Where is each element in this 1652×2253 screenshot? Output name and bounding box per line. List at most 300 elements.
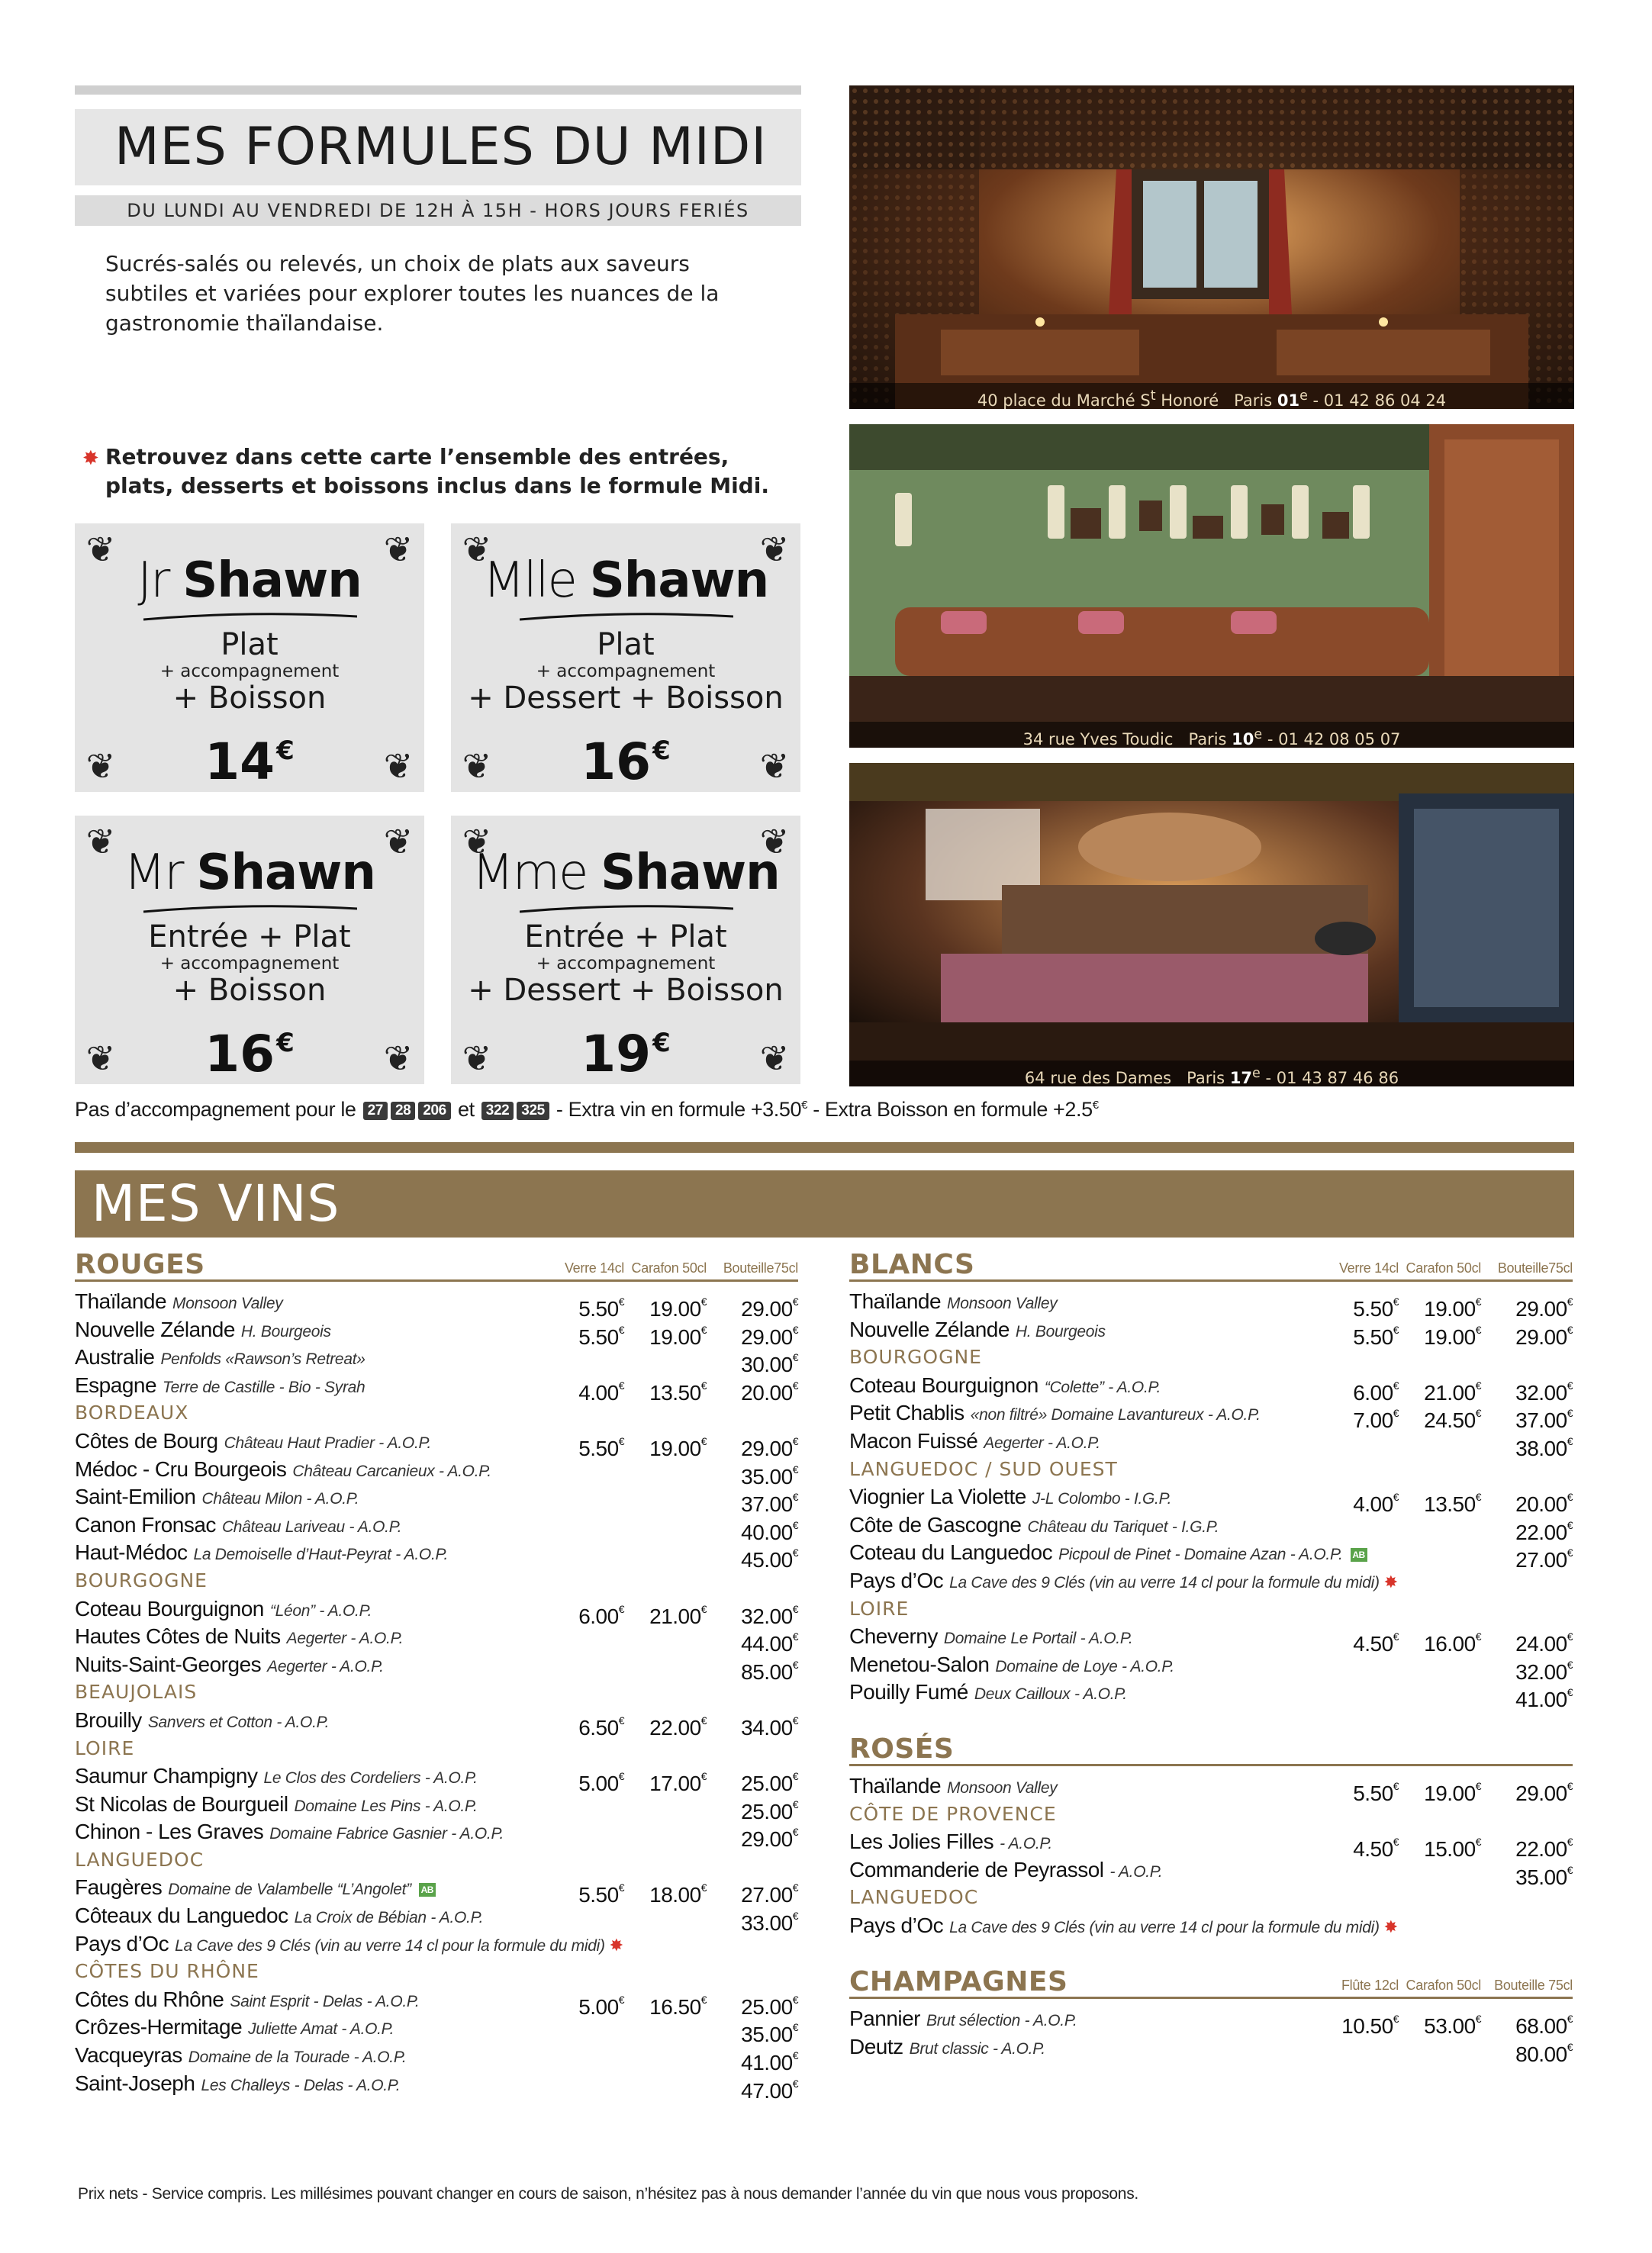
wine-row — [75, 1818, 798, 1852]
price-value: 22.00 — [1515, 1837, 1567, 1862]
wine-description: Deux Cailloux - A.O.P. — [974, 1685, 1127, 1704]
formule-price-value: 16 — [204, 1025, 275, 1083]
price-value: 20.00 — [741, 1380, 793, 1405]
wine-name-text: Cheverny — [849, 1624, 938, 1649]
wine-name — [849, 1651, 1174, 1681]
corner-ornament-icon: ❦ — [462, 822, 492, 861]
wine-name — [75, 1427, 431, 1457]
wine-row — [849, 1623, 1573, 1656]
wine-name-text: Côte de Gascogne — [849, 1512, 1022, 1537]
euro-sign: € — [700, 1714, 707, 1727]
wine-description: Brut classic - A.O.P. — [909, 2040, 1045, 2058]
wine-row — [849, 1828, 1573, 1862]
price-column-header: Verre 14cl — [1338, 1260, 1399, 1276]
euro-sign: € — [792, 1463, 798, 1476]
wine-row — [849, 1427, 1573, 1460]
wine-description: H. Bourgeois — [1015, 1322, 1106, 1341]
wine-column-left — [75, 1248, 798, 2103]
wine-row — [75, 1986, 798, 2019]
corner-ornament-icon: ❦ — [759, 1038, 790, 1078]
euro-sign: € — [618, 1602, 624, 1615]
wine-description: Château Haut Pradier - A.O.P. — [224, 1434, 432, 1452]
wine-region-label: BOURGOGNE — [849, 1346, 982, 1369]
wine-name-text: Saint-Emilion — [75, 1485, 196, 1509]
price-value: 5.50 — [578, 1324, 619, 1349]
euro-sign: € — [1475, 1379, 1481, 1392]
wine-price-p3 — [1481, 2033, 1573, 2068]
wine-description: La Cave des 9 Clés (vin au verre 14 cl pour la formule du midi) — [949, 1918, 1380, 1936]
wine-description: Domaine Les Pins - A.O.P. — [294, 1797, 478, 1815]
wine-row — [75, 1762, 798, 1796]
price-value: 20.00 — [1515, 1492, 1567, 1517]
euro-sign: € — [1567, 1323, 1573, 1336]
formule-name — [451, 549, 800, 611]
euro-sign: € — [792, 1993, 798, 2006]
wine-description: Picpoul de Pinet - Domaine Azan - A.O.P. — [1058, 1546, 1343, 1564]
wine-row — [849, 1567, 1573, 1595]
wine-description: “Léon” - A.O.P. — [269, 1601, 372, 1620]
euro-sign: € — [1567, 1295, 1573, 1308]
corner-ornament-icon: ❦ — [85, 1038, 116, 1078]
wine-name-text: Vacqueyras — [75, 2043, 182, 2068]
wine-row — [75, 1707, 798, 1740]
photo-arr-sup: e — [1254, 727, 1263, 742]
photo-phone: - 01 42 86 04 24 — [1307, 391, 1447, 409]
euro-sign: € — [792, 1323, 798, 1336]
wine-name — [849, 1399, 1261, 1429]
wine-name-text: Thaïlande — [849, 1289, 942, 1313]
price-value: 5.00 — [578, 1772, 619, 1796]
wine-row — [75, 1791, 798, 1823]
formule-price — [451, 1014, 800, 1083]
euro-sign: € — [1393, 1379, 1399, 1392]
price-column-header: Bouteille75cl — [1497, 1260, 1573, 1276]
price-value: 38.00 — [1515, 1436, 1567, 1460]
formule-accompagnement: + accompagnement — [159, 661, 340, 681]
formule-line-1: Entrée + Plat — [524, 919, 727, 954]
photo-address: 40 place du Marché S — [977, 391, 1151, 409]
euro-sign: € — [1475, 2013, 1481, 2026]
wine-name — [75, 1595, 372, 1625]
wine-name — [849, 1623, 1132, 1653]
photo-arr-sup: e — [1299, 388, 1308, 404]
price-value: 30.00 — [741, 1353, 793, 1377]
vins-title: MES VINS — [92, 1174, 340, 1233]
wine-name-text: St Nicolas de Bourgueil — [75, 1791, 288, 1816]
price-value: 5.50 — [578, 1297, 619, 1321]
formule-prefix: Mlle — [482, 552, 576, 609]
wine-name — [849, 1856, 1162, 1886]
euro-sign: € — [1475, 1407, 1481, 1420]
wine-description: Monsoon Valley — [947, 1295, 1058, 1312]
wine-name-text: Commanderie de Peyrassol — [849, 1857, 1104, 1881]
wine-description: Penfolds «Rawson’s Retreat» — [160, 1350, 366, 1369]
wine-name-text: Nouvelle Zélande — [849, 1317, 1010, 1341]
euro-sign: € — [700, 1602, 707, 1615]
wine-name-text: Pays d’Oc — [849, 1568, 944, 1592]
wine-description: La Croix de Bébian - A.O.P. — [294, 1909, 484, 1927]
wine-name-text: Coteau du Languedoc — [849, 1540, 1053, 1565]
wine-name-text: Pays d’Oc — [849, 1913, 944, 1937]
extras-wine: - Extra vin en formule +3.50 — [555, 1098, 802, 1121]
formule-accompagnement: + accompagnement — [536, 954, 716, 974]
wine-name — [75, 1902, 483, 1932]
wine-name — [849, 1483, 1171, 1513]
wine-row — [75, 1427, 798, 1460]
euro-sign: € — [1475, 1779, 1481, 1792]
wine-name-text: Thaïlande — [75, 1289, 167, 1313]
wine-section-champagnes — [849, 1965, 1573, 2067]
wine-row — [75, 1483, 798, 1517]
wine-name — [75, 1483, 359, 1513]
euro-sign: € — [1567, 2041, 1573, 2054]
wine-row — [849, 1678, 1573, 1712]
price-value: 19.00 — [1424, 1781, 1476, 1805]
wine-column-right — [849, 1248, 1573, 2067]
wine-name — [75, 1930, 623, 1960]
formule-line-1: Plat — [221, 627, 279, 662]
euro-sign: € — [700, 1770, 707, 1783]
price-value: 16.50 — [649, 1994, 701, 2019]
wine-description: Domaine de Valambelle “L’Angolet” — [168, 1881, 411, 1899]
wine-section-roses — [849, 1733, 1573, 1940]
price-value: 29.00 — [1515, 1781, 1567, 1805]
wine-description: Terre de Castille - Bio - Syrah — [163, 1378, 366, 1396]
euro-sign: € — [700, 1993, 707, 2006]
wine-name — [75, 1623, 403, 1653]
wine-row — [849, 1288, 1573, 1321]
price-column-header: Flûte 12cl — [1341, 1978, 1399, 1994]
wine-name-text: Côtes du Rhône — [75, 1987, 224, 2011]
euro-sign: € — [1567, 1779, 1573, 1792]
wine-name-text: Côteaux du Languedoc — [75, 1904, 288, 1928]
wine-name — [849, 1828, 1052, 1858]
wine-description: H. Bourgeois — [240, 1322, 331, 1341]
euro-sign: € — [792, 1518, 798, 1531]
wine-region-label: CÔTE DE PROVENCE — [849, 1802, 1057, 1825]
wine-row — [849, 2033, 1573, 2067]
asterisk-icon: ✸ — [1383, 1917, 1398, 1936]
price-value: 4.50 — [1353, 1837, 1393, 1862]
wine-row — [849, 1399, 1573, 1433]
wine-name — [849, 1427, 1100, 1457]
formule-shawn: Shawn — [182, 552, 362, 609]
wine-name — [849, 2005, 1077, 2035]
wine-name-text: Viognier La Violette — [849, 1485, 1026, 1509]
wine-row — [75, 1316, 798, 1349]
wine-description: La Cave des 9 Clés (vin au verre 14 cl pour la formule du midi) — [949, 1573, 1380, 1592]
price-column-header: Carafon 50cl — [1406, 1978, 1481, 1994]
wine-name — [75, 1874, 436, 1904]
wine-name-text: Petit Chablis — [849, 1401, 964, 1425]
price-value: 37.00 — [1515, 1408, 1567, 1433]
price-value: 5.50 — [578, 1883, 619, 1907]
wine-region — [75, 1567, 798, 1595]
euro-sign: € — [1393, 2013, 1399, 2026]
euro-sign: € — [618, 1770, 624, 1783]
euro-sign: € — [792, 1770, 798, 1783]
price-value: 34.00 — [741, 1715, 793, 1740]
price-value: 19.00 — [1424, 1324, 1476, 1349]
wine-name — [75, 2013, 394, 2043]
wine-row — [849, 1316, 1573, 1349]
wine-description: - A.O.P. — [1109, 1862, 1163, 1881]
extras-badge: 28 — [391, 1102, 415, 1120]
formule-price — [75, 1014, 424, 1083]
euro-sign: € — [700, 1295, 707, 1308]
price-value: 5.50 — [1353, 1324, 1393, 1349]
wine-name — [75, 1372, 365, 1402]
price-value: 53.00 — [1424, 2014, 1476, 2039]
euro-sign: € — [1475, 1323, 1481, 1336]
euro-sign: € — [792, 1630, 798, 1643]
wine-region-label: CÔTES DU RHÔNE — [75, 1960, 259, 1983]
wine-row — [75, 1372, 798, 1405]
wine-description: Aegerter - A.O.P. — [984, 1434, 1100, 1452]
price-value: 5.50 — [578, 1436, 619, 1460]
wine-row — [75, 1902, 798, 1936]
euro-sign: € — [618, 1295, 624, 1308]
wine-description: Juliette Amat - A.O.P. — [248, 2020, 394, 2039]
wine-description: Les Challeys - Delas - A.O.P. — [201, 2076, 401, 2094]
wine-region-label: BOURGOGNE — [75, 1569, 208, 1592]
price-value: 18.00 — [649, 1883, 701, 1907]
corner-ornament-icon: ❦ — [462, 1038, 492, 1078]
photo-city: Paris — [1187, 1069, 1230, 1086]
wine-region — [849, 1344, 1573, 1372]
wine-region-label: LANGUEDOC / SUD OUEST — [849, 1457, 1118, 1480]
wine-name — [75, 2042, 406, 2071]
wine-name — [75, 1707, 329, 1736]
euro-sign: € — [1475, 1630, 1481, 1643]
euro-sign: € — [1567, 1630, 1573, 1643]
photo-2-caption — [849, 722, 1574, 748]
euro-sign: € — [618, 1714, 624, 1727]
price-value: 6.00 — [578, 1604, 619, 1628]
euro-sign: € — [792, 1351, 798, 1364]
price-value: 19.00 — [1424, 1297, 1476, 1321]
euro-sign: € — [1567, 1518, 1573, 1531]
corner-ornament-icon: ❦ — [383, 822, 414, 861]
wine-name — [75, 1316, 331, 1346]
price-value: 19.00 — [649, 1297, 701, 1321]
wine-section-blancs — [849, 1248, 1573, 1712]
wine-name-text: Australie — [75, 1345, 155, 1370]
wine-name-text: Menetou-Salon — [849, 1652, 990, 1676]
wine-description: La Demoiselle d’Haut-Peyrat - A.O.P. — [193, 1546, 449, 1564]
price-value: 32.00 — [741, 1604, 793, 1628]
wine-description: La Cave des 9 Clés (vin au verre 14 cl pour la formule du midi) — [175, 1936, 605, 1955]
wine-description: Monsoon Valley — [172, 1295, 283, 1312]
formules-subtitle: DU LUNDI AU VENDREDI DE 12H À 15H - HORS JOURS FERIÉS — [75, 195, 801, 226]
wine-region — [75, 1735, 798, 1763]
price-value: 5.50 — [1353, 1297, 1393, 1321]
wine-row — [75, 1344, 798, 1377]
corner-ornament-icon: ❦ — [383, 1038, 414, 1078]
euro-sign: € — [618, 1379, 624, 1392]
wine-description: Château du Tariquet - I.G.P. — [1027, 1518, 1219, 1536]
wine-name — [75, 1539, 448, 1569]
wine-name-text: Pays d’Oc — [75, 1931, 169, 1955]
wine-description: Château Milon - A.O.P. — [201, 1490, 359, 1508]
price-value: 47.00 — [741, 2078, 793, 2103]
wine-name-text: Macon Fuissé — [849, 1428, 978, 1453]
formule-prefix: Jr — [137, 552, 169, 609]
euro-sign: € — [792, 1602, 798, 1615]
wine-name — [75, 1791, 478, 1820]
wine-region — [849, 1456, 1573, 1484]
price-value: 27.00 — [1515, 1548, 1567, 1572]
price-value: 25.00 — [741, 1772, 793, 1796]
wine-description: Domaine Fabrice Gasnier - A.O.P. — [269, 1825, 504, 1843]
photo-address: 64 rue des Dames — [1024, 1069, 1172, 1086]
wine-price-p3 — [1481, 1678, 1573, 1714]
euro-sign: € — [792, 2049, 798, 2062]
euro-sign: € — [1393, 1491, 1399, 1504]
wine-name — [849, 1772, 1058, 1802]
restaurant-interior-image — [849, 85, 1574, 409]
wine-section-header — [849, 1733, 1573, 1766]
wine-region — [75, 1399, 798, 1427]
wine-row — [75, 1651, 798, 1684]
wine-section-title: BLANCS — [849, 1249, 975, 1280]
organic-badge-icon: AB — [1351, 1548, 1367, 1562]
swoosh-decoration — [520, 901, 733, 915]
wine-name — [75, 1344, 366, 1373]
wine-row — [75, 1930, 798, 1959]
price-value: 24.00 — [1515, 1632, 1567, 1656]
formule-line-2: + Boisson — [172, 681, 327, 716]
wine-row — [75, 2042, 798, 2075]
formule-card — [75, 523, 424, 792]
photo-arrondissement: 10 — [1232, 730, 1254, 748]
euro-sign: € — [1393, 1407, 1399, 1420]
wine-description: Aegerter - A.O.P. — [267, 1657, 384, 1675]
restaurant-photo-3 — [849, 763, 1574, 1086]
wine-section-title: ROSÉS — [849, 1733, 955, 1765]
formules-title: MES FORMULES DU MIDI — [114, 117, 768, 177]
euro-sign: € — [1567, 1863, 1573, 1876]
euro-sign: € — [1567, 1658, 1573, 1671]
corner-ornament-icon: ❦ — [462, 746, 492, 786]
formule-card — [451, 523, 800, 792]
price-value: 27.00 — [741, 1883, 793, 1907]
euro-sign: € — [276, 1028, 295, 1058]
price-value: 4.00 — [578, 1380, 619, 1405]
wine-name-text: Brouilly — [75, 1707, 142, 1732]
wine-section-rouges — [75, 1248, 798, 2103]
wine-region-label: BORDEAUX — [75, 1402, 189, 1424]
price-value: 17.00 — [649, 1772, 701, 1796]
price-value: 80.00 — [1515, 2042, 1567, 2067]
photo-arrondissement: 17 — [1229, 1069, 1253, 1086]
wine-region-label: BEAUJOLAIS — [75, 1681, 198, 1704]
formules-note-text: Retrouvez dans cette carte l’ensemble des entrées, plats, desserts et boissons inclus dans le formule Midi. — [105, 444, 769, 498]
price-column-header: Bouteille 75cl — [1494, 1978, 1573, 1994]
wine-name — [75, 1456, 491, 1485]
wine-name-text: Côtes de Bourg — [75, 1428, 218, 1453]
price-column-header: Carafon 50cl — [1406, 1260, 1481, 1276]
wine-region-label: LANGUEDOC — [75, 1848, 204, 1871]
euro-sign: € — [652, 1028, 671, 1058]
price-column-header: Bouteille75cl — [723, 1260, 798, 1276]
price-value: 5.00 — [578, 1994, 619, 2019]
wine-row — [75, 2013, 798, 2047]
formule-line-2: + Boisson — [172, 973, 327, 1008]
formule-shawn: Shawn — [589, 552, 769, 609]
euro-sign: € — [1567, 1407, 1573, 1420]
formule-shawn: Shawn — [196, 845, 375, 901]
formule-prefix: Mr — [124, 845, 183, 901]
formule-price-value: 19 — [581, 1025, 652, 1083]
price-value: 41.00 — [1515, 1688, 1567, 1712]
price-value: 13.50 — [649, 1380, 701, 1405]
price-value: 29.00 — [741, 1436, 793, 1460]
price-value: 25.00 — [741, 1994, 793, 2019]
price-value: 29.00 — [1515, 1324, 1567, 1349]
euro-sign: € — [1393, 1323, 1399, 1336]
euro-sign: € — [700, 1323, 707, 1336]
euro-sign: € — [792, 1658, 798, 1671]
photo-address-2: Honoré — [1155, 391, 1219, 409]
euro-sign: € — [652, 735, 671, 766]
asterisk-icon: ✸ — [609, 1935, 623, 1955]
price-value: 5.50 — [1353, 1781, 1393, 1805]
price-value: 29.00 — [741, 1324, 793, 1349]
euro-sign: € — [792, 1910, 798, 1923]
price-value: 44.00 — [741, 1632, 793, 1656]
photo-3-caption — [849, 1061, 1574, 1086]
wine-description: Château Carcanieux - A.O.P. — [292, 1462, 491, 1480]
wine-name — [849, 1539, 1367, 1569]
corner-ornament-icon: ❦ — [759, 746, 790, 786]
euro-sign: € — [792, 1434, 798, 1447]
euro-sign: € — [618, 1881, 624, 1894]
euro-sign: € — [792, 2021, 798, 2034]
restaurant-interior-image — [849, 763, 1574, 1086]
euro-sign: € — [1567, 1434, 1573, 1447]
formules-intro: Sucrés-salés ou relevés, un choix de plats aux saveurs subtiles et variées pour explorer toutes les nuances de la gastronomie thaïlandaise. — [105, 251, 720, 336]
wine-description: Brut sélection - A.O.P. — [926, 2012, 1077, 2030]
footer-note: Prix nets - Service compris. Les millésimes pouvant changer en cours de saison, n’hésitez pas à nous demander l’année du vin que nous vous proposons. — [78, 2185, 1138, 2203]
wine-name — [849, 1288, 1058, 1318]
wine-region-label: LOIRE — [75, 1736, 135, 1759]
formules-title-box — [75, 109, 801, 185]
price-value: 7.00 — [1353, 1408, 1393, 1433]
wine-description: Domaine Le Portail - A.O.P. — [943, 1630, 1133, 1648]
price-value: 35.00 — [741, 2023, 793, 2047]
photo-arrondissement: 01 — [1277, 391, 1300, 409]
wine-name-text: Saumur Champigny — [75, 1764, 258, 1788]
euro-sign: € — [1475, 1491, 1481, 1504]
euro-sign: € — [792, 1798, 798, 1810]
price-value: 6.00 — [1353, 1380, 1393, 1405]
formule-accompagnement: + accompagnement — [159, 954, 340, 974]
euro-sign: € — [792, 2077, 798, 2090]
corner-ornament-icon: ❦ — [85, 822, 116, 861]
formule-prefix: Mme — [472, 845, 588, 901]
wine-name — [75, 1288, 283, 1318]
corner-ornament-icon: ❦ — [85, 529, 116, 569]
euro-sign: € — [1092, 1099, 1099, 1112]
wine-row — [849, 1651, 1573, 1684]
formule-price — [75, 722, 424, 791]
wine-name — [75, 1818, 504, 1848]
euro-sign: € — [792, 1379, 798, 1392]
section-divider — [75, 1142, 1574, 1153]
photo-address: 34 rue Yves Toudic — [1022, 730, 1174, 748]
organic-badge-icon: AB — [419, 1883, 436, 1897]
